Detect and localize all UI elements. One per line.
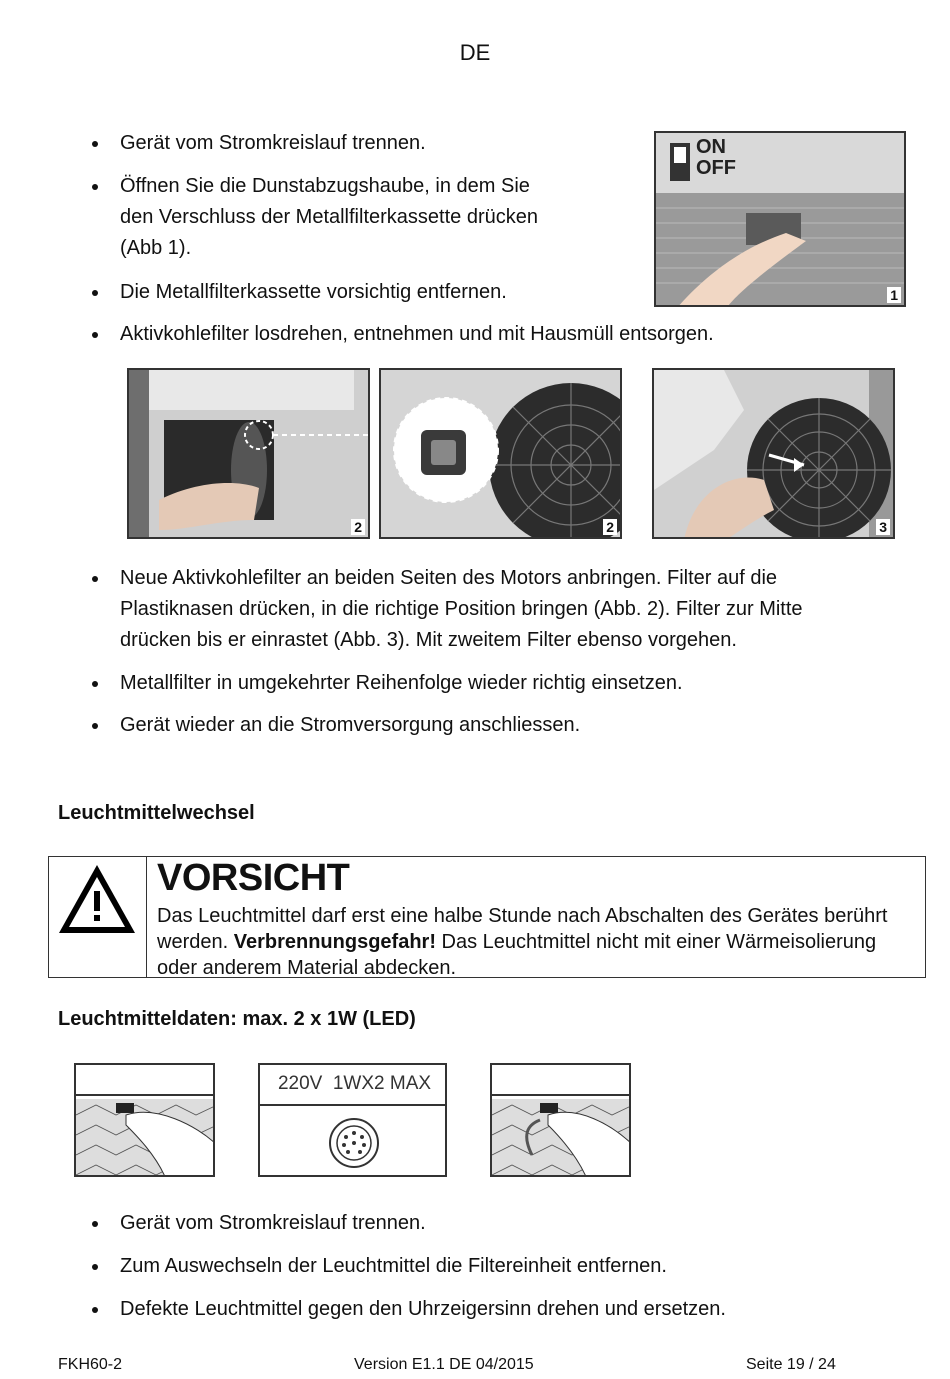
list-item-continuation: (Abb 1). (120, 237, 192, 259)
switch-off-label: OFF (696, 157, 736, 179)
list-item-continuation: drücken bis er einrastet (Abb. 3). Mit zweitem Filter ebenso vorgehen. (120, 629, 737, 651)
list-item: Öffnen Sie die Dunstabzugshaube, in dem Sie (120, 171, 530, 202)
list-item: Zum Auswechseln der Leuchtmittel die Filtereinheit entfernen. (120, 1251, 667, 1282)
list-item: Defekte Leuchtmittel gegen den Uhrzeigersinn drehen und ersetzen. (120, 1294, 726, 1325)
figure-number: 3 (876, 519, 890, 535)
list-item: Neue Aktivkohlefilter an beiden Seiten des Motors anbringen. Filter auf die (120, 563, 777, 594)
figure-number: 1 (887, 287, 901, 303)
lamp-figure-right (490, 1063, 631, 1177)
list-item: Aktivkohlefilter losdrehen, entnehmen und mit Hausmüll entsorgen. (120, 319, 714, 350)
list-item: Gerät vom Stromkreislauf trennen. (120, 1208, 426, 1239)
list-item-continuation: Plastiknasen drücken, in die richtige Position bringen (Abb. 2). Filter zur Mitte (120, 598, 803, 620)
figure-number: 2 (603, 519, 617, 535)
figure-2b-image (379, 368, 622, 539)
warning-text-part: Das Leuchtmittel darf erst eine halbe Stunde nach Abschalten des Gerätes berührt werden. (157, 905, 888, 953)
warning-text-part: Das Leuchtmittel nicht mit einer Wärmeisolierung oder anderem Material abdecken. (157, 931, 877, 979)
figure-1-image (654, 131, 906, 307)
warning-box (48, 856, 926, 978)
lamp-figure-left (74, 1063, 215, 1177)
figure-3-image (652, 368, 895, 539)
warning-triangle-icon (49, 857, 146, 976)
figure-number: 2 (351, 519, 365, 535)
lamp-spec-label: 220V 1WX2 MAX (277, 1073, 432, 1094)
warning-icon-cell (49, 857, 147, 977)
footer-page-number: Seite 19 / 24 (746, 1356, 836, 1373)
list-item: Die Metallfilterkassette vorsichtig entfernen. (120, 277, 507, 308)
figure-2a-image (127, 368, 370, 539)
list-item: Gerät vom Stromkreislauf trennen. (120, 128, 426, 159)
warning-text (157, 903, 917, 981)
footer-model: FKH60-2 (58, 1356, 123, 1373)
list-item: Metallfilter in umgekehrter Reihenfolge wieder richtig einsetzen. (120, 668, 683, 699)
section-heading: Leuchtmittelwechsel (58, 802, 255, 824)
list-item: Gerät wieder an die Stromversorgung anschliessen. (120, 710, 580, 741)
warning-emphasis: Verbrennungsgefahr! (233, 931, 436, 953)
warning-title: VORSICHT (157, 857, 350, 899)
switch-on-label: ON (696, 136, 726, 158)
footer-version: Version E1.1 DE 04/2015 (354, 1356, 534, 1373)
list-item-continuation: den Verschluss der Metallfilterkassette drücken (120, 206, 538, 228)
lamp-spec-figure (258, 1063, 447, 1177)
lamp-data-heading: Leuchtmitteldaten: max. 2 x 1W (LED) (58, 1008, 416, 1030)
language-header: DE (459, 40, 491, 65)
